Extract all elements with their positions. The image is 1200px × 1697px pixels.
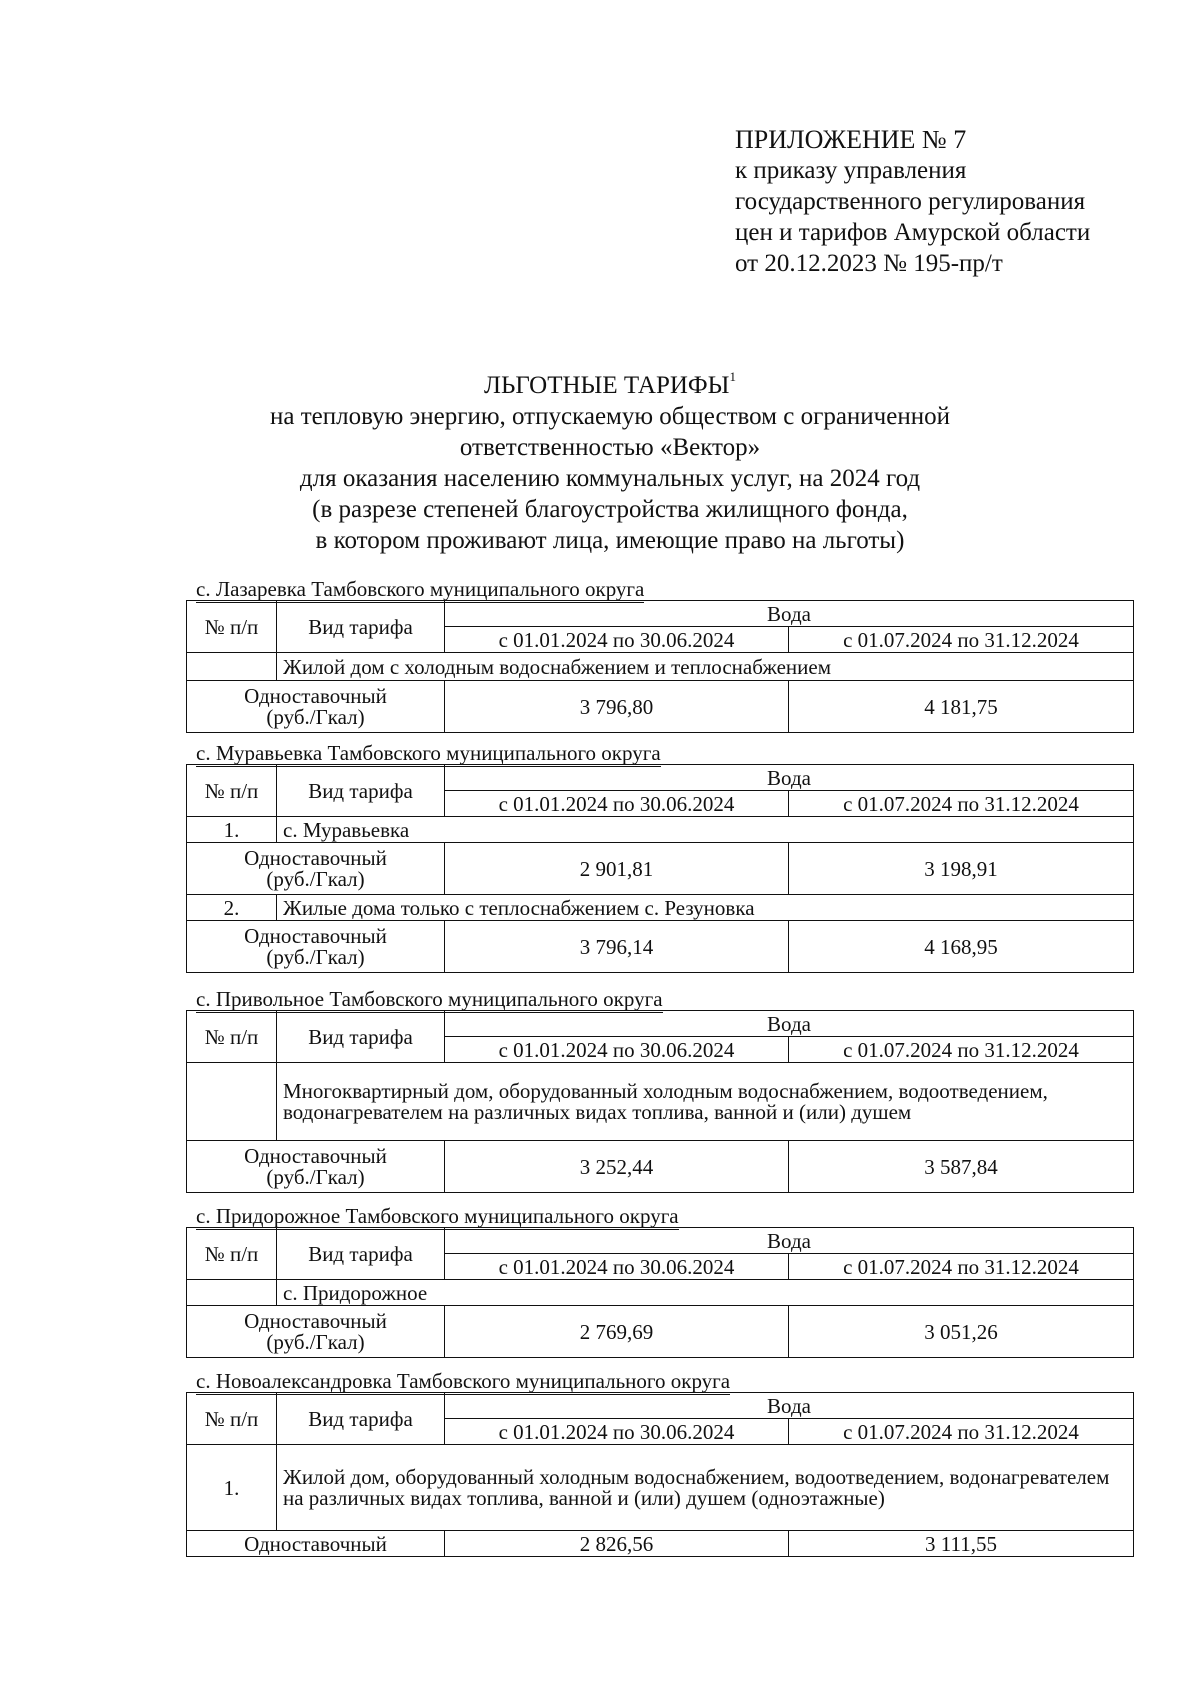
header-period-2: с 01.07.2024 по 31.12.2024: [789, 791, 1134, 817]
tariff-table: [186, 1392, 1134, 1557]
header-num: № п/п: [187, 765, 277, 817]
appendix-line: государственного регулирования: [735, 188, 1086, 215]
heading-line: ответственностью «Вектор»: [459, 434, 761, 461]
footnote-mark: 1: [729, 369, 736, 384]
row-description: Жилой дом, оборудованный холодным водоснабжением, водоотведением, водонагревателем на различных видах топлива, ванной и (или) душем (одноэтажные): [277, 1445, 1134, 1531]
header-period-1: с 01.01.2024 по 30.06.2024: [445, 1419, 789, 1445]
heading-line: на тепловую энергию, отпускаемую обществом с ограниченной: [270, 403, 950, 430]
header-water: Вода: [445, 601, 1134, 627]
row-num: 1.: [187, 817, 277, 843]
appendix-title: ПРИЛОЖЕНИЕ № 7: [735, 125, 967, 154]
rate-label-line2: (руб./Гкал): [266, 1164, 365, 1189]
row-description: Многоквартирный дом, оборудованный холодным водоснабжением, водоотведением, водонагревателем на различных видах топлива, ванной и (или) душем: [277, 1063, 1134, 1141]
row-num: [187, 1063, 277, 1141]
tariff-table: [186, 764, 1134, 973]
value-period-2: 4 168,95: [789, 921, 1134, 973]
header-num: № п/п: [187, 1011, 277, 1063]
value-period-2: 4 181,75: [789, 681, 1134, 733]
row-description: с. Муравьевка: [277, 817, 1134, 843]
header-period-2: с 01.07.2024 по 31.12.2024: [789, 627, 1134, 653]
header-period-1: с 01.01.2024 по 30.06.2024: [445, 791, 789, 817]
value-period-1: 2 826,56: [445, 1531, 789, 1557]
table-row: [187, 1306, 1134, 1358]
tariff-table: [186, 1010, 1134, 1193]
rate-label: [187, 843, 445, 895]
rate-label-line1: Одноставочный: [244, 1143, 387, 1168]
value-period-1: 3 796,80: [445, 681, 789, 733]
table-row: [187, 1280, 1134, 1306]
appendix-block: [735, 124, 1090, 279]
heading-title-line: [160, 370, 1060, 401]
value-period-2: 3 051,26: [789, 1306, 1134, 1358]
header-kind: Вид тарифа: [277, 601, 445, 653]
value-period-1: 3 796,14: [445, 921, 789, 973]
row-description: с. Придорожное: [277, 1280, 1134, 1306]
header-water: Вода: [445, 765, 1134, 791]
heading-line: для оказания населению коммунальных услуг, на 2024 год: [299, 465, 921, 492]
row-num: [187, 1280, 277, 1306]
rate-label-line2: (руб./Гкал): [266, 866, 365, 891]
rate-label: Одноставочный: [187, 1531, 445, 1557]
table-row: [187, 681, 1134, 733]
rate-label-line1: Одноставочный: [244, 845, 387, 870]
header-water: Вода: [445, 1011, 1134, 1037]
table-row: [187, 817, 1134, 843]
row-description: Жилые дома только с теплоснабжением с. Резуновка: [277, 895, 1134, 921]
section-caption: [196, 742, 661, 764]
header-period-2: с 01.07.2024 по 31.12.2024: [789, 1037, 1134, 1063]
table-row: [187, 1531, 1134, 1557]
header-kind: Вид тарифа: [277, 1011, 445, 1063]
table-row: [187, 653, 1134, 681]
heading-title: ЛЬГОТНЫЕ ТАРИФЫ: [484, 372, 730, 399]
row-num: 1.: [187, 1445, 277, 1531]
header-kind: Вид тарифа: [277, 1393, 445, 1445]
header-period-2: с 01.07.2024 по 31.12.2024: [789, 1254, 1134, 1280]
row-num: 2.: [187, 895, 277, 921]
section-caption: [196, 988, 663, 1010]
value-period-1: 2 769,69: [445, 1306, 789, 1358]
rate-label-line2: (руб./Гкал): [266, 1329, 365, 1354]
header-period-1: с 01.01.2024 по 30.06.2024: [445, 1254, 789, 1280]
table-row: [187, 1141, 1134, 1193]
header-num: № п/п: [187, 1393, 277, 1445]
header-num: № п/п: [187, 601, 277, 653]
header-kind: Вид тарифа: [277, 1228, 445, 1280]
header-period-2: с 01.07.2024 по 31.12.2024: [789, 1419, 1134, 1445]
rate-label: [187, 681, 445, 733]
row-num: [187, 653, 277, 681]
section-caption-text: с. Новоалександровка Тамбовского муниципального округа: [196, 1369, 731, 1393]
rate-label-line1: Одноставочный: [244, 923, 387, 948]
rate-label-line2: (руб./Гкал): [266, 704, 365, 729]
appendix-line: к приказу управления: [735, 157, 967, 184]
rate-label-line2: (руб./Гкал): [266, 944, 365, 969]
header-water: Вода: [445, 1393, 1134, 1419]
rate-label: [187, 1141, 445, 1193]
section-caption-text: с. Придорожное Тамбовского муниципального округа: [196, 1204, 679, 1228]
section-caption: [196, 578, 644, 600]
heading-line: (в разрезе степеней благоустройства жилищного фонда,: [312, 496, 908, 523]
table-row: [187, 1063, 1134, 1141]
section-caption: [196, 1205, 679, 1227]
heading-line: в котором проживают лица, имеющие право на льготы): [315, 527, 905, 554]
section-caption: [196, 1370, 730, 1392]
section-caption-text: с. Муравьевка Тамбовского муниципального округа: [196, 741, 661, 765]
document-heading: [160, 370, 1060, 556]
header-water: Вода: [445, 1228, 1134, 1254]
value-period-1: 2 901,81: [445, 843, 789, 895]
value-period-2: 3 587,84: [789, 1141, 1134, 1193]
rate-label-line1: Одноставочный: [244, 683, 387, 708]
rate-label: [187, 921, 445, 973]
value-period-1: 3 252,44: [445, 1141, 789, 1193]
header-period-1: с 01.01.2024 по 30.06.2024: [445, 1037, 789, 1063]
value-period-2: 3 198,91: [789, 843, 1134, 895]
tariff-table: [186, 1227, 1134, 1358]
section-caption-text: с. Лазаревка Тамбовского муниципального округа: [196, 577, 645, 601]
header-num: № п/п: [187, 1228, 277, 1280]
appendix-line: от 20.12.2023 № 195-пр/т: [735, 250, 1003, 277]
table-row: [187, 921, 1134, 973]
table-row: [187, 1445, 1134, 1531]
table-row: [187, 843, 1134, 895]
rate-label-line1: Одноставочный: [244, 1308, 387, 1333]
value-period-2: 3 111,55: [789, 1531, 1134, 1557]
header-period-1: с 01.01.2024 по 30.06.2024: [445, 627, 789, 653]
table-row: [187, 895, 1134, 921]
section-caption-text: с. Привольное Тамбовского муниципального округа: [196, 987, 663, 1011]
row-description: Жилой дом с холодным водоснабжением и теплоснабжением: [277, 653, 1134, 681]
header-kind: Вид тарифа: [277, 765, 445, 817]
rate-label: [187, 1306, 445, 1358]
appendix-line: цен и тарифов Амурской области: [735, 219, 1091, 246]
tariff-table: [186, 600, 1134, 733]
